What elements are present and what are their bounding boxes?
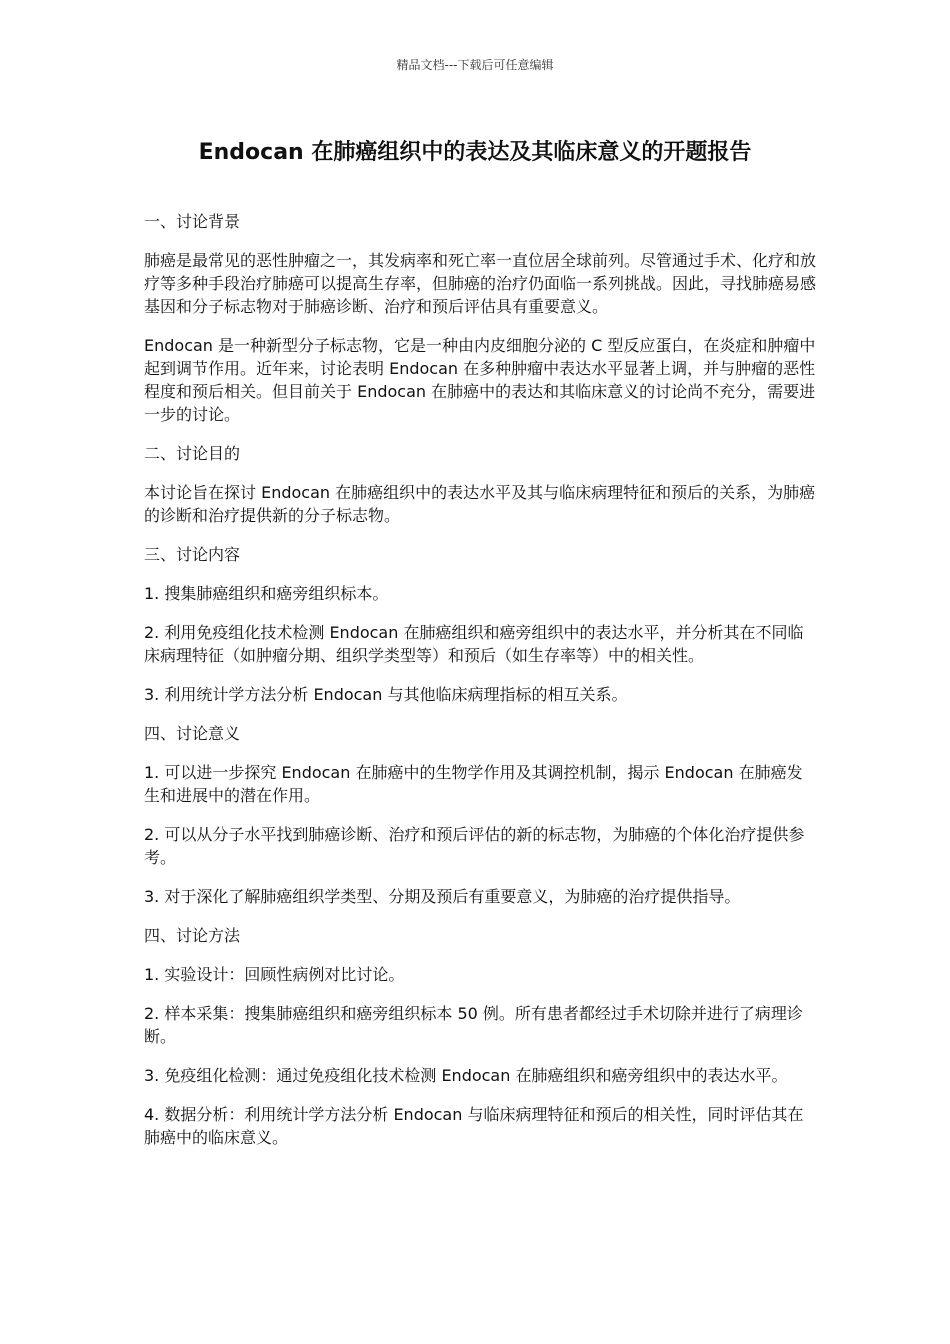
list-item: 3. 免疫组化检测：通过免疫组化技术检测 Endocan 在肺癌组织和癌旁组织中的表达水平。 [144,1066,788,1085]
list-item: 3. 利用统计学方法分析 Endocan 与其他临床病理指标的相互关系。 [144,685,628,704]
list-item: 3. 对于深化了解肺癌组织学类型、分期及预后有重要意义，为肺癌的治疗提供指导。 [144,887,741,906]
list-item: 2. 可以从分子水平找到肺癌诊断、治疗和预后评估的新的标志物，为肺癌的个体化治疗提供参考。 [144,825,805,867]
list-item: 2. 利用免疫组化技术检测 Endocan 在肺癌组织和癌旁组织中的表达水平，并分析其在不同临床病理特征（如肿瘤分期、组织学类型等）和预后（如生存率等）中的相关性。 [144,623,804,665]
paragraph: 肺癌是最常见的恶性肿瘤之一，其发病率和死亡率一直位居全球前列。尽管通过手术、化疗和放疗等多种手段治疗肺癌可以提高生存率，但肺癌的治疗仍面临一系列挑战。因此，寻找肺癌易感基因和分子标志物对于肺癌诊断、治疗和预后评估具有重要意义。 [144,251,817,316]
document-title: Endocan 在肺癌组织中的表达及其临床意义的开题报告 [198,140,752,165]
document-body [144,210,816,1165]
paragraph: Endocan 是一种新型分子标志物，它是一种由内皮细胞分泌的 C 型反应蛋白，在炎症和肿瘤中起到调节作用。近年来，讨论表明 Endocan 在多种肿瘤中表达水平显著上调，并与肿瘤的恶性程度和预后相关。但目前关于 Endocan 在肺癌中的表达和其临床意义的讨论尚不充分，需要进一步的讨论。 [144,336,816,424]
page-header: 精品文档---下载后可任意编辑 [396,58,554,72]
paragraph: 本讨论旨在探讨 Endocan 在肺癌组织中的表达水平及其与临床病理特征和预后的关系，为肺癌的诊断和治疗提供新的分子标志物。 [144,483,816,525]
list-item: 1. 实验设计：回顾性病例对比讨论。 [144,965,405,984]
list-item: 2. 样本采集：搜集肺癌组织和癌旁组织标本 50 例。所有患者都经过手术切除并进行了病理诊断。 [144,1004,803,1046]
section-heading-purpose: 二、讨论目的 [144,444,241,463]
section-heading-methods: 四、讨论方法 [144,926,241,945]
section-heading-content: 三、讨论内容 [144,545,241,564]
section-heading-significance: 四、讨论意义 [144,724,241,743]
list-item: 1. 可以进一步探究 Endocan 在肺癌中的生物学作用及其调控机制，揭示 Endocan 在肺癌发生和进展中的潜在作用。 [144,763,803,805]
list-item: 4. 数据分析：利用统计学方法分析 Endocan 与临床病理特征和预后的相关性，同时评估其在肺癌中的临床意义。 [144,1105,804,1147]
section-heading-background: 一、讨论背景 [144,212,241,231]
list-item: 1. 搜集肺癌组织和癌旁组织标本。 [144,584,389,603]
